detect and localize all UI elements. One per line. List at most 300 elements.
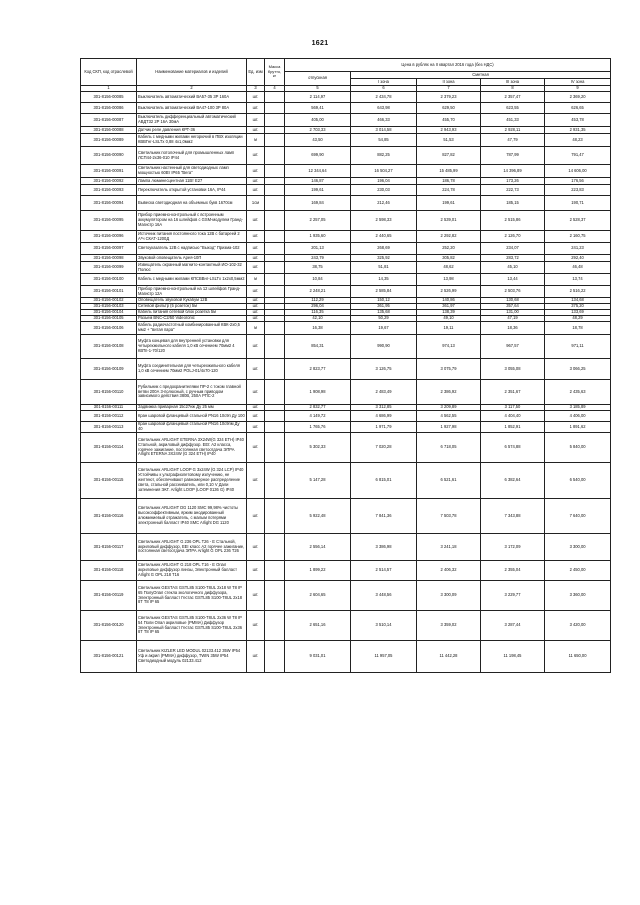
cell-price-zone2: 7 503,78	[417, 499, 481, 534]
cell-name: Кабель с медными жилами КПСВВнг-LSLTx 1х2х0,5мм2	[137, 274, 247, 286]
table-header	[81, 59, 611, 92]
cell-code: 301-8156-00085	[81, 92, 137, 103]
cell-price-release: 1 908,98	[285, 380, 351, 405]
table-row	[81, 422, 611, 433]
cell-name: Переключатель открытой установки 16А, IP44	[137, 185, 247, 196]
cell-price-zone3: 623,55	[481, 103, 545, 114]
cell-price-zone4: 133,69	[545, 310, 611, 316]
cell-mass	[265, 422, 285, 433]
cell-price-zone1: 466,33	[351, 114, 417, 127]
cell-unit: шт.	[247, 405, 265, 411]
table-row	[81, 581, 611, 611]
cell-unit: шт.	[247, 127, 265, 134]
cell-price-zone4: 453,78	[545, 114, 611, 127]
cell-unit: шт.	[247, 534, 265, 561]
header-unit: Ед. изм	[247, 59, 265, 86]
cell-unit: шт.	[247, 411, 265, 422]
cell-mass	[265, 243, 285, 255]
cell-price-zone1: 3 448,56	[351, 581, 417, 611]
table-row	[81, 611, 611, 641]
col-number: 3	[247, 86, 265, 92]
cell-price-zone2: 3 075,79	[417, 359, 481, 380]
cell-price-zone2: 4 562,55	[417, 411, 481, 422]
cell-code: 301-8156-00121	[81, 641, 137, 673]
cell-name: Кабель радиочастотный комбинированный КВК-2х0,5 мм2 + "витая пара"	[137, 322, 247, 335]
col-number: 9	[545, 86, 611, 92]
cell-name: Кран шаровой фланцевый стальной PN16 10с9п Ду 100	[137, 411, 247, 422]
cell-price-zone4: 3 185,89	[545, 405, 611, 411]
cell-price-release: 296,04	[285, 304, 351, 310]
cell-unit: м	[247, 134, 265, 147]
cell-price-zone2: 51,53	[417, 134, 481, 147]
table-body	[81, 92, 611, 673]
cell-price-zone4: 292,40	[545, 255, 611, 262]
cell-name: Светильник GESTAS GSTL85 S100-T8UL 2x18 W T8 IP 65 ПолуОпал стекла экологичного диффузора, Электронный балласт Гестас GSTL85 S100-T8UL 2x18 8Т Т8 IP 65	[137, 581, 247, 611]
cell-price-zone4: 11 650,00	[545, 641, 611, 673]
cell-mass	[265, 92, 285, 103]
cell-price-release: 43,50	[285, 134, 351, 147]
cell-code: 301-8156-00096	[81, 231, 137, 243]
cell-price-zone4: 1 891,62	[545, 422, 611, 433]
cell-price-zone3: 11 198,45	[481, 641, 545, 673]
cell-price-release: 5 147,28	[285, 463, 351, 499]
header-code: Код СКП, код отраслевой	[81, 59, 137, 86]
cell-price-zone1: 14,35	[351, 274, 417, 286]
cell-price-zone1: 2 585,84	[351, 286, 417, 298]
cell-price-zone1: 1 971,79	[351, 422, 417, 433]
cell-code: 301-8156-00086	[81, 103, 137, 114]
cell-unit: м	[247, 274, 265, 286]
cell-price-zone3: 2 351,67	[481, 380, 545, 405]
cell-price-zone4: 190,71	[545, 196, 611, 211]
cell-price-zone1: 990,90	[351, 335, 417, 359]
cell-mass	[265, 380, 285, 405]
cell-code: 301-8156-00105	[81, 316, 137, 322]
cell-price-zone2: 2 526,99	[417, 286, 481, 298]
cell-price-zone4: 2 528,37	[545, 211, 611, 231]
col-number: 5	[285, 86, 351, 92]
cell-price-zone1: 882,25	[351, 147, 417, 165]
cell-price-zone1: 230,03	[351, 185, 417, 196]
cell-unit: шт.	[247, 463, 265, 499]
cell-price-zone2: 629,50	[417, 103, 481, 114]
cell-price-zone2: 361,97	[417, 304, 481, 310]
cell-price-zone4: 134,68	[545, 298, 611, 304]
cell-price-zone1: 196,04	[351, 178, 417, 185]
cell-unit: шт.	[247, 641, 265, 673]
cell-price-zone1: 7 841,36	[351, 499, 417, 534]
cell-price-zone2: 2 539,01	[417, 211, 481, 231]
cell-mass	[265, 127, 285, 134]
cell-price-zone3: 787,99	[481, 147, 545, 165]
cell-price-release: 5 302,33	[285, 433, 351, 463]
cell-mass	[265, 433, 285, 463]
cell-price-zone1: 212,46	[351, 196, 417, 211]
cell-price-release: 16,38	[285, 322, 351, 335]
cell-unit: шт.	[247, 103, 265, 114]
cell-price-zone4: 48,29	[545, 316, 611, 322]
cell-price-zone4: 46,48	[545, 262, 611, 274]
cell-code: 301-8156-00091	[81, 165, 137, 178]
cell-price-zone3: 14 396,89	[481, 165, 545, 178]
col-number: 2	[137, 86, 247, 92]
cell-code: 301-8156-00120	[81, 611, 137, 641]
cell-name: Светильник потолочный для промышленных ламп ЛСП44-2х36-010 IP44	[137, 147, 247, 165]
cell-price-zone1: 11 957,05	[351, 641, 417, 673]
table-row	[81, 534, 611, 561]
cell-mass	[265, 286, 285, 298]
cell-price-zone3: 2 126,70	[481, 231, 545, 243]
cell-name: Выключатель дифференциальный автоматический АВДТ32 2Р 16А 30мА	[137, 114, 247, 127]
cell-code: 301-8156-00087	[81, 114, 137, 127]
cell-price-zone3: 45,10	[481, 262, 545, 274]
cell-price-zone4: 48,23	[545, 134, 611, 147]
cell-price-release: 201,13	[285, 243, 351, 255]
cell-price-zone1: 325,92	[351, 255, 417, 262]
cell-price-release: 2 556,14	[285, 534, 351, 561]
cell-name: Задвижка приварная 15с27нж Ду 25 мм	[137, 405, 247, 411]
cell-code: 301-8156-00104	[81, 310, 137, 316]
cell-code: 301-8156-00103	[81, 304, 137, 310]
cell-name: Лампа люминесцентная 11Вт Е27	[137, 178, 247, 185]
cell-mass	[265, 114, 285, 127]
cell-price-release: 2 257,05	[285, 211, 351, 231]
cell-price-zone3: 2 515,86	[481, 211, 545, 231]
cell-unit: шт.	[247, 380, 265, 405]
cell-price-zone2: 974,13	[417, 335, 481, 359]
cell-price-zone3: 130,68	[481, 298, 545, 304]
table-row	[81, 322, 611, 335]
table-row	[81, 185, 611, 196]
cell-mass	[265, 103, 285, 114]
cell-price-zone4: 6 540,00	[545, 463, 611, 499]
cell-unit: шт.	[247, 255, 265, 262]
cell-price-zone1: 51,81	[351, 262, 417, 274]
header-zone4: IV зона	[545, 79, 611, 86]
cell-code: 301-8156-00108	[81, 335, 137, 359]
cell-price-release: 405,00	[285, 114, 351, 127]
cell-price-zone2: 6 521,61	[417, 463, 481, 499]
cell-price-release: 243,79	[285, 255, 351, 262]
cell-unit: шт.	[247, 178, 265, 185]
cell-price-release: 1 935,60	[285, 231, 351, 243]
cell-name: Кабель с медными жилами негорючий в ПВХ изоляции КВВГнг-LSLTx 0,88 4х1,0мм2	[137, 134, 247, 147]
cell-unit: шт.	[247, 316, 265, 322]
col-number: 7	[417, 86, 481, 92]
table-row	[81, 499, 611, 534]
cell-price-zone3: 3 172,09	[481, 534, 545, 561]
cell-price-zone3: 131,00	[481, 310, 545, 316]
cell-price-zone2: 455,70	[417, 114, 481, 127]
cell-mass	[265, 534, 285, 561]
cell-price-zone4: 3 360,00	[545, 581, 611, 611]
table-row	[81, 147, 611, 165]
cell-code: 301-8156-00093	[81, 185, 137, 196]
cell-unit: шт.	[247, 611, 265, 641]
cell-price-zone1: 3 312,85	[351, 405, 417, 411]
cell-code: 301-8156-00114	[81, 433, 137, 463]
cell-unit: шт.	[247, 231, 265, 243]
cell-price-zone2: 2 943,93	[417, 127, 481, 134]
cell-code: 301-8156-00102	[81, 298, 137, 304]
cell-code: 301-8156-00099	[81, 262, 137, 274]
cell-price-zone4: 241,23	[545, 243, 611, 255]
cell-mass	[265, 359, 285, 380]
cell-name: Разъем BNC-C2/50 Videoronic	[137, 316, 247, 322]
table-row	[81, 127, 611, 134]
cell-price-zone3: 357,64	[481, 304, 545, 310]
table-row	[81, 178, 611, 185]
header-zone3: III зона	[481, 79, 545, 86]
cell-price-zone4: 3 066,25	[545, 359, 611, 380]
cell-price-zone3: 7 343,88	[481, 499, 545, 534]
table-row	[81, 103, 611, 114]
cell-name: Вывеска светодиодная на объемных букв 1670см	[137, 196, 247, 211]
cell-mass	[265, 641, 285, 673]
cell-code: 301-8156-00110	[81, 380, 137, 405]
cell-price-release: 10,84	[285, 274, 351, 286]
cell-price-release: 12 344,64	[285, 165, 351, 178]
cell-price-zone4: 2 516,22	[545, 286, 611, 298]
cell-price-zone4: 18,78	[545, 322, 611, 335]
table-row	[81, 433, 611, 463]
cell-price-zone4: 2 160,75	[545, 231, 611, 243]
table-row	[81, 255, 611, 262]
cell-unit: шт.	[247, 304, 265, 310]
cell-unit: шт.	[247, 185, 265, 196]
cell-price-zone1: 4 686,99	[351, 411, 417, 422]
cell-code: 301-8156-00100	[81, 274, 137, 286]
cell-price-zone4: 176,56	[545, 178, 611, 185]
cell-name: Прибор приемно-контрольный на 12 шлейфов Гранд-Магистр 12А	[137, 286, 247, 298]
cell-price-zone1: 2 483,49	[351, 380, 417, 405]
table-row	[81, 274, 611, 286]
cell-unit: шт.	[247, 147, 265, 165]
cell-mass	[265, 165, 285, 178]
table-row	[81, 92, 611, 103]
table-row	[81, 211, 611, 231]
cell-price-release: 2 248,21	[285, 286, 351, 298]
cell-price-zone1: 3 510,14	[351, 611, 417, 641]
cell-name: Выключатель автоматический ВА47-100 3Р 80А	[137, 103, 247, 114]
cell-price-release: 699,90	[285, 147, 351, 165]
cell-name: Светильник ARLIGHT G 236 OPL T26 - E Стальной, акриловый диффузор, EEI класс A2 горячее зажигание, постоянная светоотдача ЭПРА Arlight G OPL 236 T26	[137, 534, 247, 561]
cell-name: Извещатель охранный магнито-контактный ИО-102-32 Полюс	[137, 262, 247, 274]
cell-price-release: 2 114,97	[285, 92, 351, 103]
cell-price-zone2: 140,86	[417, 298, 481, 304]
cell-price-zone4: 5 840,00	[545, 433, 611, 463]
cell-price-zone1: 3 386,98	[351, 534, 417, 561]
table-row	[81, 196, 611, 211]
cell-price-zone3: 451,33	[481, 114, 545, 127]
cell-name: Датчик реле давления КРТ-36	[137, 127, 247, 134]
cell-price-zone3: 3 055,08	[481, 359, 545, 380]
cell-price-zone3: 3 287,44	[481, 611, 545, 641]
cell-mass	[265, 561, 285, 581]
cell-price-zone3: 222,73	[481, 185, 545, 196]
cell-price-zone3: 18,36	[481, 322, 545, 335]
cell-mass	[265, 499, 285, 534]
cell-code: 301-8156-00101	[81, 286, 137, 298]
header-estimate: Сметная	[351, 72, 611, 79]
table-row	[81, 231, 611, 243]
cell-price-release: 169,84	[285, 196, 351, 211]
cell-price-zone3: 6 574,88	[481, 433, 545, 463]
table-row	[81, 114, 611, 127]
cell-price-zone3: 4 404,40	[481, 411, 545, 422]
header-price-group: Цена в рублях на II квартал 2016 года (без НДС)	[285, 59, 611, 72]
cell-unit: шт.	[247, 114, 265, 127]
cell-price-zone2: 186,78	[417, 178, 481, 185]
cell-price-zone1: 6 815,01	[351, 463, 417, 499]
cell-price-zone2: 2 379,23	[417, 92, 481, 103]
cell-name: Сетевой фильтр (5 розеток) 5м	[137, 304, 247, 310]
cell-price-zone4: 791,47	[545, 147, 611, 165]
cell-price-zone1: 2 598,33	[351, 211, 417, 231]
table-row	[81, 380, 611, 405]
table-row	[81, 134, 611, 147]
cell-name: Муфта концевая для внутренней установки для четырехжильного кабеля 1,0 кВ сечением 70мм2 4 КВТп-1-70/120	[137, 335, 247, 359]
table-row	[81, 243, 611, 255]
cell-price-zone2: 252,20	[417, 243, 481, 255]
cell-mass	[265, 196, 285, 211]
cell-mass	[265, 322, 285, 335]
cell-unit: шт.	[247, 335, 265, 359]
header-release: отпускная	[285, 72, 351, 86]
cell-price-zone2: 6 718,05	[417, 433, 481, 463]
cell-price-zone4: 14 606,00	[545, 165, 611, 178]
cell-name: Светоуказатель 12В с надписью "Выход" Призма-102	[137, 243, 247, 255]
cell-code: 301-8156-00095	[81, 211, 137, 231]
cell-name: Кран шаровой фланцевый стальной PN16 10с9пм Ду 40	[137, 422, 247, 433]
cell-code: 301-8156-00106	[81, 322, 137, 335]
cell-price-release: 38,75	[285, 262, 351, 274]
cell-price-zone4: 971,11	[545, 335, 611, 359]
cell-price-zone1: 150,12	[351, 298, 417, 304]
cell-price-release: 2 651,16	[285, 611, 351, 641]
cell-name: Источник питания постоянного тока 12В с батареей 2 А*ч СКАТ-1200Д	[137, 231, 247, 243]
cell-unit: шт.	[247, 581, 265, 611]
cell-code: 301-8156-00090	[81, 147, 137, 165]
cell-price-zone4: 626,65	[545, 103, 611, 114]
cell-price-release: 146,87	[285, 178, 351, 185]
table-row	[81, 411, 611, 422]
cell-price-zone2: 11 442,28	[417, 641, 481, 673]
cell-unit: шт.	[247, 92, 265, 103]
cell-code: 301-8156-00111	[81, 405, 137, 411]
header-zone2: II зона	[417, 79, 481, 86]
cell-price-zone3: 967,57	[481, 335, 545, 359]
cell-price-release: 199,61	[285, 185, 351, 196]
cell-price-zone3: 2 928,11	[481, 127, 545, 134]
cell-mass	[265, 231, 285, 243]
cell-name: Выключатель автоматический ВА57-35 3Р 160А	[137, 92, 247, 103]
cell-price-zone2: 19,11	[417, 322, 481, 335]
cell-price-zone3: 185,15	[481, 196, 545, 211]
cell-unit: шт.	[247, 262, 265, 274]
cell-unit: шт.	[247, 211, 265, 231]
cell-price-zone2: 3 359,02	[417, 611, 481, 641]
cell-price-zone1: 2 434,78	[351, 92, 417, 103]
cell-unit: шт.	[247, 243, 265, 255]
cell-name: Рубильник с предохранителями ПР-2 с током главной ветви 200А 3-полюсный, с ручным приводом зависимого действия 380В, 250А РПС-2	[137, 380, 247, 405]
cell-price-release: 1 765,76	[285, 422, 351, 433]
cell-price-zone2: 305,82	[417, 255, 481, 262]
table-row	[81, 463, 611, 499]
cell-price-release: 42,10	[285, 316, 351, 322]
cell-price-zone3: 3 117,50	[481, 405, 545, 411]
cell-price-zone3: 47,79	[481, 134, 545, 147]
cell-price-zone4: 4 406,00	[545, 411, 611, 422]
cell-price-zone3: 13,44	[481, 274, 545, 286]
cell-price-zone3: 2 357,47	[481, 92, 545, 103]
cell-price-zone2: 15 485,99	[417, 165, 481, 178]
cell-price-zone2: 13,98	[417, 274, 481, 286]
cell-price-zone4: 2 931,35	[545, 127, 611, 134]
cell-price-zone2: 49,10	[417, 316, 481, 322]
cell-price-zone1: 3 126,75	[351, 359, 417, 380]
cell-code: 301-8156-00088	[81, 127, 137, 134]
cell-price-zone3: 283,72	[481, 255, 545, 262]
cell-price-zone2: 1 927,98	[417, 422, 481, 433]
cell-unit: шт.	[247, 499, 265, 534]
cell-price-zone4: 223,83	[545, 185, 611, 196]
cell-price-zone4: 2 450,00	[545, 561, 611, 581]
cell-name: Прибор приемно-контрольный с встроенным аккумулятором на 16 шлейфов с GSM-модулем Гранд-Магистр 16А	[137, 211, 247, 231]
cell-price-release: 2 604,65	[285, 581, 351, 611]
table-row	[81, 286, 611, 298]
cell-mass	[265, 211, 285, 231]
cell-name: Светильник GESTAS GSTL85 S100-T8UL 2x36 W T8 IP 54 Поли Опал акриловые (PMMA) Диффузор Электронный балласт Гестас GSTL85 S100-T8UL 2x36 8Т Т8 IP 65	[137, 611, 247, 641]
cell-price-zone3: 1 852,91	[481, 422, 545, 433]
table-row	[81, 641, 611, 673]
cell-price-zone1: 361,95	[351, 304, 417, 310]
cell-mass	[265, 335, 285, 359]
cell-unit: шт.	[247, 310, 265, 316]
cell-price-zone3: 2 503,76	[481, 286, 545, 298]
cell-price-release: 569,41	[285, 103, 351, 114]
cell-price-release: 4 149,72	[285, 411, 351, 422]
cell-code: 301-8156-00112	[81, 411, 137, 422]
cell-mass	[265, 274, 285, 286]
cell-price-release: 5 922,48	[285, 499, 351, 534]
cell-price-zone1: 54,85	[351, 134, 417, 147]
cell-price-release: 1 899,22	[285, 561, 351, 581]
cell-unit: шт.	[247, 433, 265, 463]
cell-name: Оповещатель звуковой Кукабум 12В	[137, 298, 247, 304]
cell-price-zone1: 3 014,58	[351, 127, 417, 134]
table-row	[81, 262, 611, 274]
cell-code: 301-8156-00119	[81, 581, 137, 611]
cell-code: 301-8156-00117	[81, 534, 137, 561]
cell-name: Звуковой оповещатель Арея-10П	[137, 255, 247, 262]
cell-unit: шт.	[247, 298, 265, 304]
cell-price-zone2: 224,78	[417, 185, 481, 196]
cell-unit: шт.	[247, 286, 265, 298]
cell-price-zone4: 3 300,00	[545, 534, 611, 561]
cell-name: Светильник ARLIGHT DG 1120 SMC 99,98% чистоты высокоэффективным, ярким анодированный алюминиевый отражатель, с малым потерями электронный балласт IP40 SMC Arlight DG 1120	[137, 499, 247, 534]
cell-price-zone4: 13,74	[545, 274, 611, 286]
cell-unit: шт.	[247, 561, 265, 581]
cell-mass	[265, 134, 285, 147]
cell-mass	[265, 262, 285, 274]
cell-name: Светильник настенный для светодиодных ламп мощностью 60Вт IP65 "Вега"	[137, 165, 247, 178]
cell-mass	[265, 611, 285, 641]
col-number: 1	[81, 86, 137, 92]
cell-unit: шт.	[247, 165, 265, 178]
table-row	[81, 335, 611, 359]
cell-code: 301-8156-00113	[81, 422, 137, 433]
